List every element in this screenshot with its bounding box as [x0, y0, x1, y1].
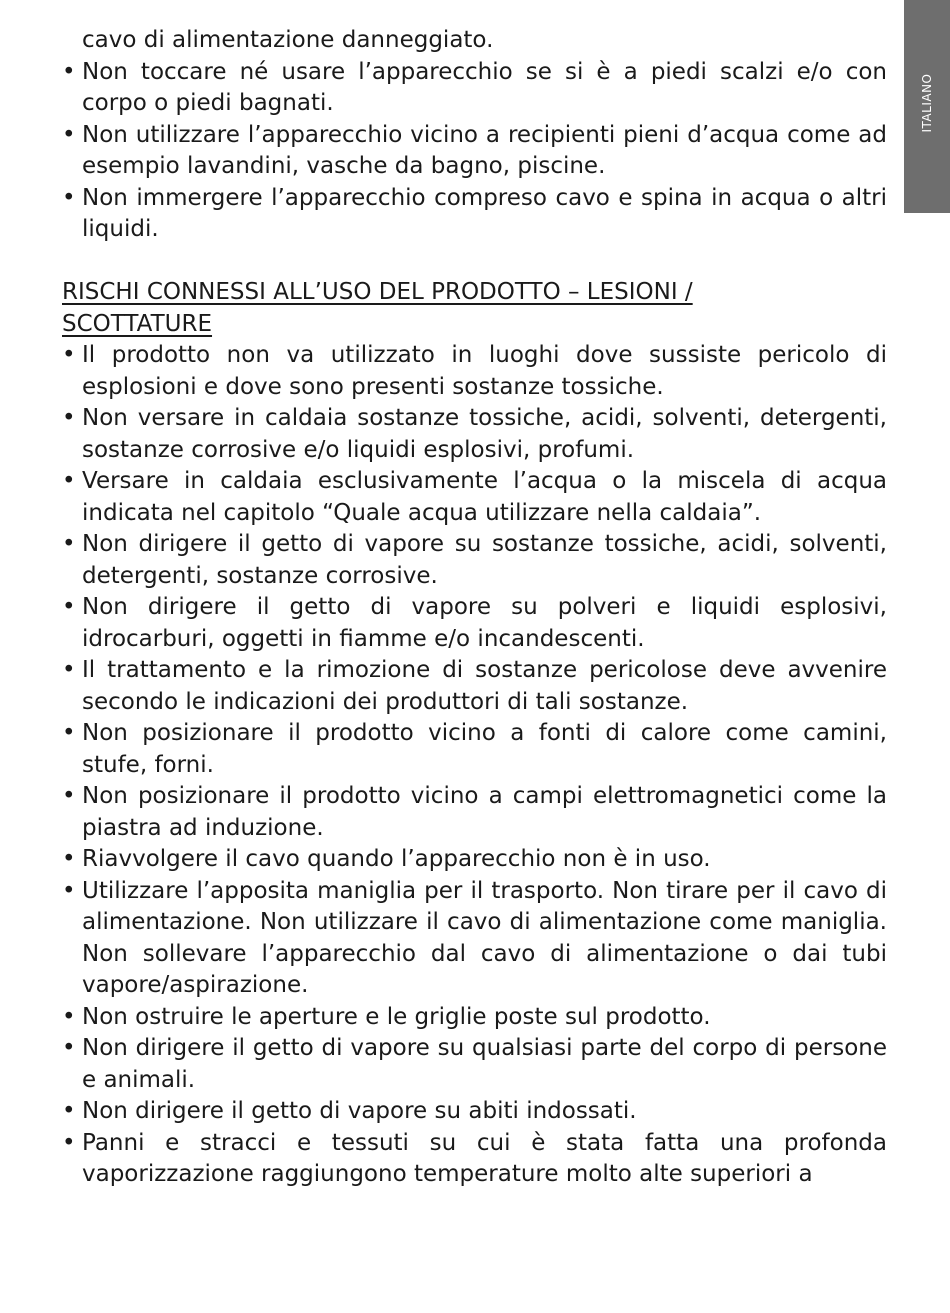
list-item: • Non ostruire le aperture e le griglie poste sul prodotto. — [62, 1002, 887, 1034]
list-item: • Non posizionare il prodotto vicino a fonti di calore come camini, stufe, forni. — [62, 718, 887, 781]
list-item: • Non dirigere il getto di vapore su abiti indossati. — [62, 1096, 887, 1128]
list-item: • Non versare in caldaia sostanze tossiche, acidi, solventi, detergenti, sostanze corrosive e/o liquidi esplosivi, profumi. — [62, 403, 887, 466]
list-item: • Panni e stracci e tessuti su cui è stata fatta una profonda vaporizzazione raggiungono temperature molto alte superiori a — [62, 1128, 887, 1191]
safety-list-injuries — [62, 340, 887, 1191]
list-item: • Riavvolgere il cavo quando l’apparecchio non è in uso. — [62, 844, 887, 876]
list-item-continuation: cavo di alimentazione danneggiato. — [82, 27, 494, 53]
list-item: • Non toccare né usare l’apparecchio se si è a piedi scalzi e/o con corpo o piedi bagnati. — [62, 57, 887, 120]
list-item: • Non utilizzare l’apparecchio vicino a recipienti pieni d’acqua come ad esempio lavandini, vasche da bagno, piscine. — [62, 120, 887, 183]
list-item: • Versare in caldaia esclusivamente l’acqua o la miscela di acqua indicata nel capitolo “Quale acqua utilizzare nella caldaia”. — [62, 466, 887, 529]
section-heading: RISCHI CONNESSI ALL’USO DEL PRODOTTO – LESIONI / SCOTTATURE — [62, 279, 693, 337]
safety-list-electrical — [62, 25, 887, 246]
list-item: • Non dirigere il getto di vapore su sostanze tossiche, acidi, solventi, detergenti, sostanze corrosive. — [62, 529, 887, 592]
language-tab-label: ITALIANO — [920, 73, 934, 133]
list-item: • Non immergere l’apparecchio compreso cavo e spina in acqua o altri liquidi. — [62, 183, 887, 246]
list-item: • Non dirigere il getto di vapore su qualsiasi parte del corpo di persone e animali. — [62, 1033, 887, 1096]
manual-page-content — [62, 25, 887, 1191]
list-item: • Il prodotto non va utilizzato in luoghi dove sussiste pericolo di esplosioni e dove sono presenti sostanze tossiche. — [62, 340, 887, 403]
language-tab — [904, 0, 950, 213]
list-item: • Non posizionare il prodotto vicino a campi elettromagnetici come la piastra ad induzione. — [62, 781, 887, 844]
list-item: • Utilizzare l’apposita maniglia per il trasporto. Non tirare per il cavo di alimentazione. Non utilizzare il cavo di alimentazione come maniglia. Non sollevare l’apparecchio dal cavo di alimentazione o dai tubi vapore/aspirazione. — [62, 876, 887, 1002]
list-item: • Non dirigere il getto di vapore su polveri e liquidi esplosivi, idrocarburi, oggetti in fiamme e/o incandescenti. — [62, 592, 887, 655]
list-item: • Il trattamento e la rimozione di sostanze pericolose deve avvenire secondo le indicazioni dei produttori di tali sostanze. — [62, 655, 887, 718]
